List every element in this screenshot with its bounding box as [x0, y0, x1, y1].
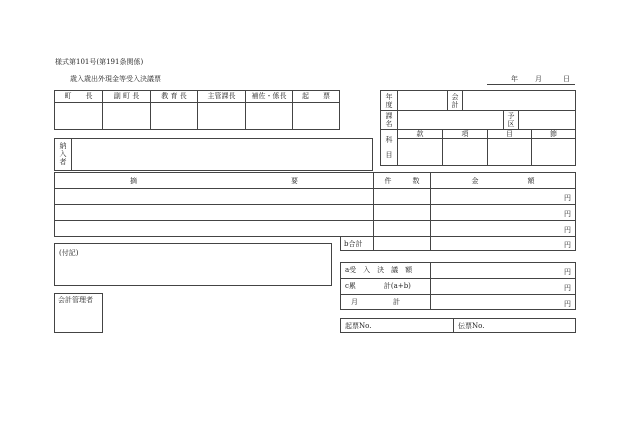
kan-label: 款	[416, 130, 424, 138]
b-total-row	[340, 236, 576, 251]
payer-box	[54, 138, 373, 171]
subject-label: 科目	[385, 136, 393, 159]
payer-label: 納入者	[59, 142, 67, 166]
col-count-header: 件 数	[384, 177, 420, 185]
approval-deputy-mayor: 副 町 長	[113, 92, 140, 100]
date-month-label: 月	[535, 75, 542, 83]
approval-superintendent: 教 育 長	[161, 92, 187, 100]
fiscal-year-label: 年度	[385, 93, 393, 109]
footer-numbers	[340, 318, 576, 333]
month-total-label: 月 計	[351, 298, 400, 306]
col-summary-header: 摘 要	[130, 177, 298, 185]
denpyo-no-label: 伝票No.	[458, 322, 485, 330]
form-title: 歳入歳出外現金等受入決議票	[70, 75, 161, 83]
a-received-yen: 円	[564, 268, 571, 276]
moku-label: 目	[506, 130, 513, 138]
c-cumulative-yen: 円	[564, 284, 571, 292]
row2-yen: 円	[564, 210, 571, 218]
details-table	[54, 172, 576, 237]
note-label: (付記)	[59, 249, 79, 257]
date-day-label: 日	[563, 75, 570, 83]
date-year-label: 年	[511, 75, 518, 83]
approval-mayor: 町 長	[64, 92, 93, 100]
c-cumulative-label: c累 計(a+b)	[345, 282, 411, 290]
approval-drafter: 起 票	[302, 92, 330, 100]
setsu-label: 節	[550, 130, 557, 138]
kihyo-no-label: 起票No.	[345, 322, 372, 330]
approval-grid	[54, 90, 340, 130]
accounting-manager-label: 会計管理者	[58, 296, 93, 304]
b-total-yen: 円	[564, 241, 571, 249]
note-box	[54, 243, 332, 286]
kou-label: 項	[461, 130, 469, 138]
account-block	[380, 90, 576, 166]
b-total-label: b合計	[344, 240, 363, 248]
department-label: 課名	[385, 112, 393, 128]
accounting-label: 会計	[451, 93, 459, 109]
budget-section-label: 予区	[507, 112, 515, 128]
date-underline	[487, 84, 575, 85]
row1-yen: 円	[564, 194, 571, 202]
a-received-label: a受 入 決 議 額	[345, 266, 413, 274]
month-total-yen: 円	[564, 300, 571, 308]
approval-section-chief: 主管課長	[207, 92, 236, 100]
form-number: 様式第101号(第191条関係)	[55, 58, 144, 66]
row3-yen: 円	[564, 226, 571, 234]
col-amount-header: 金 額	[471, 177, 535, 185]
accounting-manager-box	[54, 293, 103, 333]
summary-box	[340, 262, 576, 310]
approval-assistant-chief: 補佐・係長	[251, 92, 287, 100]
